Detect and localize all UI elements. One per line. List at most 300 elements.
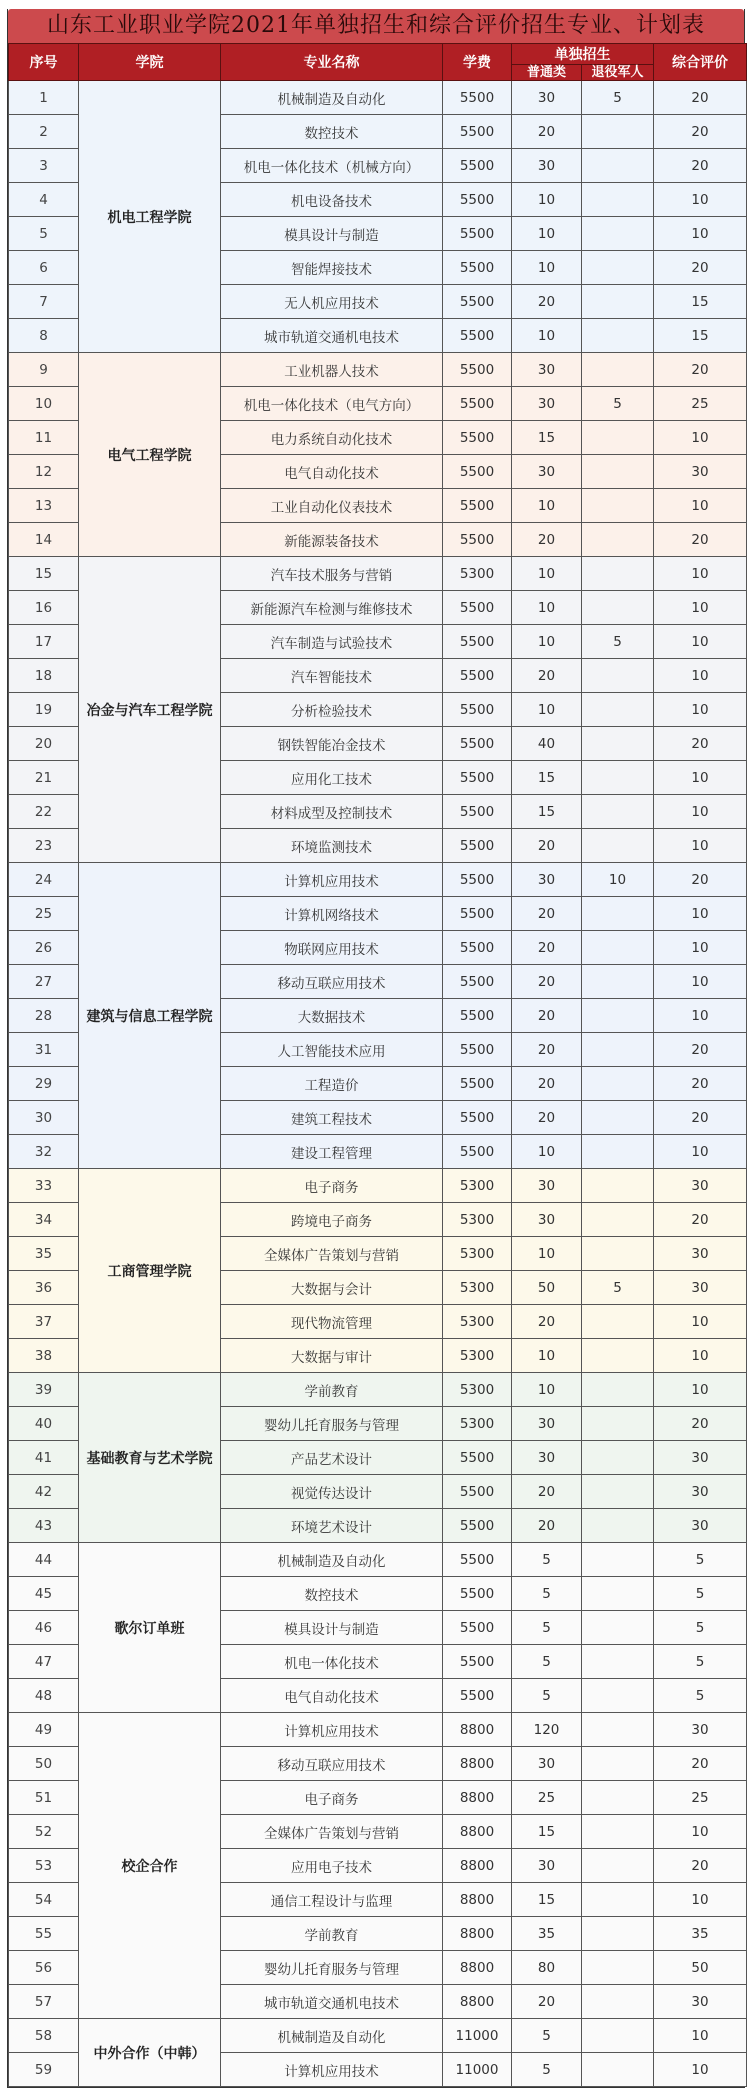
cell-seq: 50 (9, 1747, 79, 1781)
cell-general: 25 (512, 1781, 582, 1815)
cell-general: 20 (512, 829, 582, 863)
table-row (9, 1713, 747, 1747)
cell-comprehensive: 25 (654, 387, 747, 421)
cell-comprehensive: 15 (654, 319, 747, 353)
cell-college: 基础教育与艺术学院 (79, 1373, 221, 1543)
cell-general: 5 (512, 2019, 582, 2053)
cell-fee: 5500 (443, 999, 512, 1033)
cell-comprehensive: 20 (654, 115, 747, 149)
cell-general: 35 (512, 1917, 582, 1951)
cell-general: 5 (512, 1611, 582, 1645)
cell-fee: 5500 (443, 625, 512, 659)
cell-general: 20 (512, 1033, 582, 1067)
cell-veteran (582, 421, 654, 455)
cell-comprehensive: 20 (654, 1203, 747, 1237)
cell-comprehensive: 10 (654, 897, 747, 931)
cell-veteran (582, 1441, 654, 1475)
cell-seq: 8 (9, 319, 79, 353)
cell-major: 全媒体广告策划与营销 (221, 1237, 443, 1271)
cell-comprehensive: 30 (654, 1985, 747, 2019)
cell-seq: 27 (9, 965, 79, 999)
cell-major: 大数据与会计 (221, 1271, 443, 1305)
cell-college: 工商管理学院 (79, 1169, 221, 1373)
table-row (9, 81, 747, 115)
cell-major: 机械制造及自动化 (221, 81, 443, 115)
cell-fee: 8800 (443, 1781, 512, 1815)
cell-comprehensive: 10 (654, 965, 747, 999)
cell-major: 环境监测技术 (221, 829, 443, 863)
cell-major: 城市轨道交通机电技术 (221, 1985, 443, 2019)
cell-major: 工业自动化仪表技术 (221, 489, 443, 523)
cell-seq: 59 (9, 2053, 79, 2087)
cell-college: 歌尔订单班 (79, 1543, 221, 1713)
cell-fee: 5500 (443, 761, 512, 795)
cell-fee: 5500 (443, 319, 512, 353)
cell-major: 建筑工程技术 (221, 1101, 443, 1135)
cell-major: 移动互联应用技术 (221, 1747, 443, 1781)
cell-general: 10 (512, 557, 582, 591)
cell-veteran (582, 489, 654, 523)
cell-general: 30 (512, 81, 582, 115)
cell-seq: 58 (9, 2019, 79, 2053)
cell-veteran: 5 (582, 387, 654, 421)
cell-veteran (582, 1645, 654, 1679)
cell-general: 5 (512, 1577, 582, 1611)
cell-major: 城市轨道交通机电技术 (221, 319, 443, 353)
cell-veteran (582, 1543, 654, 1577)
cell-major: 大数据与审计 (221, 1339, 443, 1373)
cell-fee: 5500 (443, 1101, 512, 1135)
cell-fee: 8800 (443, 1917, 512, 1951)
cell-fee: 5500 (443, 1679, 512, 1713)
cell-seq: 28 (9, 999, 79, 1033)
cell-fee: 5500 (443, 1509, 512, 1543)
cell-seq: 53 (9, 1849, 79, 1883)
cell-general: 20 (512, 523, 582, 557)
cell-major: 数控技术 (221, 115, 443, 149)
cell-general: 10 (512, 1339, 582, 1373)
cell-veteran (582, 1849, 654, 1883)
sheet-title: 山东工业职业学院2021年单独招生和综合评价招生专业、计划表 (8, 9, 744, 43)
cell-general: 10 (512, 1135, 582, 1169)
cell-comprehensive: 30 (654, 1237, 747, 1271)
cell-fee: 5500 (443, 727, 512, 761)
cell-comprehensive: 10 (654, 421, 747, 455)
cell-major: 婴幼儿托育服务与管理 (221, 1407, 443, 1441)
cell-comprehensive: 10 (654, 795, 747, 829)
cell-fee: 5300 (443, 1271, 512, 1305)
cell-major: 计算机网络技术 (221, 897, 443, 931)
cell-major: 机电一体化技术（机械方向） (221, 149, 443, 183)
cell-fee: 5500 (443, 455, 512, 489)
cell-veteran (582, 1135, 654, 1169)
cell-veteran (582, 2019, 654, 2053)
cell-general: 20 (512, 1475, 582, 1509)
cell-veteran (582, 285, 654, 319)
cell-general: 30 (512, 149, 582, 183)
cell-major: 机电一体化技术 (221, 1645, 443, 1679)
cell-comprehensive: 15 (654, 285, 747, 319)
cell-veteran (582, 1985, 654, 2019)
cell-seq: 55 (9, 1917, 79, 1951)
cell-comprehensive: 20 (654, 863, 747, 897)
cell-comprehensive: 20 (654, 1067, 747, 1101)
cell-major: 机电设备技术 (221, 183, 443, 217)
cell-fee: 5300 (443, 1407, 512, 1441)
cell-veteran (582, 455, 654, 489)
cell-fee: 11000 (443, 2053, 512, 2087)
cell-seq: 3 (9, 149, 79, 183)
cell-major: 人工智能技术应用 (221, 1033, 443, 1067)
cell-veteran: 5 (582, 625, 654, 659)
cell-seq: 36 (9, 1271, 79, 1305)
header-general: 普通类 (512, 65, 582, 81)
cell-comprehensive: 10 (654, 999, 747, 1033)
cell-comprehensive: 10 (654, 2019, 747, 2053)
cell-general: 10 (512, 183, 582, 217)
cell-seq: 13 (9, 489, 79, 523)
cell-comprehensive: 30 (654, 1713, 747, 1747)
cell-veteran (582, 523, 654, 557)
cell-comprehensive: 10 (654, 1135, 747, 1169)
cell-major: 电力系统自动化技术 (221, 421, 443, 455)
cell-fee: 5500 (443, 1441, 512, 1475)
cell-comprehensive: 20 (654, 523, 747, 557)
cell-veteran (582, 1475, 654, 1509)
cell-fee: 8800 (443, 1951, 512, 1985)
cell-fee: 5500 (443, 829, 512, 863)
cell-comprehensive: 10 (654, 693, 747, 727)
cell-fee: 5500 (443, 863, 512, 897)
cell-veteran (582, 897, 654, 931)
cell-seq: 29 (9, 1067, 79, 1101)
cell-veteran (582, 115, 654, 149)
cell-veteran (582, 353, 654, 387)
cell-seq: 41 (9, 1441, 79, 1475)
cell-comprehensive: 20 (654, 1033, 747, 1067)
cell-general: 15 (512, 1815, 582, 1849)
cell-veteran (582, 1815, 654, 1849)
cell-major: 机械制造及自动化 (221, 1543, 443, 1577)
cell-comprehensive: 20 (654, 1407, 747, 1441)
cell-comprehensive: 10 (654, 217, 747, 251)
cell-seq: 51 (9, 1781, 79, 1815)
header-veteran: 退役军人 (582, 65, 654, 81)
cell-major: 无人机应用技术 (221, 285, 443, 319)
table-row (9, 863, 747, 897)
cell-veteran (582, 1781, 654, 1815)
cell-major: 婴幼儿托育服务与管理 (221, 1951, 443, 1985)
cell-college: 机电工程学院 (79, 81, 221, 353)
cell-fee: 5500 (443, 489, 512, 523)
cell-major: 计算机应用技术 (221, 1713, 443, 1747)
cell-fee: 5500 (443, 591, 512, 625)
cell-veteran (582, 829, 654, 863)
cell-veteran: 5 (582, 81, 654, 115)
cell-comprehensive: 20 (654, 1747, 747, 1781)
cell-major: 产品艺术设计 (221, 1441, 443, 1475)
cell-fee: 5500 (443, 1611, 512, 1645)
cell-seq: 49 (9, 1713, 79, 1747)
cell-seq: 48 (9, 1679, 79, 1713)
cell-general: 5 (512, 1543, 582, 1577)
table-row (9, 353, 747, 387)
cell-veteran (582, 965, 654, 999)
cell-fee: 8800 (443, 1713, 512, 1747)
cell-comprehensive: 10 (654, 1305, 747, 1339)
cell-general: 40 (512, 727, 582, 761)
cell-fee: 5500 (443, 1475, 512, 1509)
cell-seq: 9 (9, 353, 79, 387)
cell-veteran (582, 1407, 654, 1441)
cell-fee: 5500 (443, 81, 512, 115)
cell-fee: 5500 (443, 1135, 512, 1169)
cell-general: 30 (512, 1849, 582, 1883)
cell-comprehensive: 30 (654, 455, 747, 489)
cell-general: 20 (512, 1509, 582, 1543)
cell-seq: 7 (9, 285, 79, 319)
cell-veteran: 10 (582, 863, 654, 897)
cell-veteran (582, 1203, 654, 1237)
cell-major: 模具设计与制造 (221, 217, 443, 251)
cell-comprehensive: 20 (654, 1101, 747, 1135)
cell-major: 计算机应用技术 (221, 863, 443, 897)
enrollment-plan-sheet (7, 9, 745, 2088)
cell-seq: 23 (9, 829, 79, 863)
cell-comprehensive: 30 (654, 1509, 747, 1543)
cell-general: 120 (512, 1713, 582, 1747)
cell-major: 材料成型及控制技术 (221, 795, 443, 829)
cell-seq: 33 (9, 1169, 79, 1203)
cell-major: 全媒体广告策划与营销 (221, 1815, 443, 1849)
cell-general: 30 (512, 1169, 582, 1203)
cell-fee: 5500 (443, 795, 512, 829)
cell-veteran (582, 557, 654, 591)
cell-comprehensive: 5 (654, 1645, 747, 1679)
cell-seq: 42 (9, 1475, 79, 1509)
cell-veteran (582, 1951, 654, 1985)
cell-fee: 8800 (443, 1849, 512, 1883)
cell-general: 5 (512, 2053, 582, 2087)
cell-veteran (582, 591, 654, 625)
cell-comprehensive: 10 (654, 1339, 747, 1373)
cell-seq: 24 (9, 863, 79, 897)
cell-comprehensive: 10 (654, 1883, 747, 1917)
enrollment-table (8, 43, 747, 2087)
cell-college: 建筑与信息工程学院 (79, 863, 221, 1169)
cell-seq: 20 (9, 727, 79, 761)
cell-fee: 5500 (443, 1543, 512, 1577)
cell-seq: 40 (9, 1407, 79, 1441)
cell-veteran (582, 1679, 654, 1713)
cell-veteran (582, 217, 654, 251)
cell-major: 计算机应用技术 (221, 2053, 443, 2087)
cell-general: 20 (512, 1101, 582, 1135)
cell-fee: 5500 (443, 1067, 512, 1101)
cell-college: 冶金与汽车工程学院 (79, 557, 221, 863)
cell-seq: 52 (9, 1815, 79, 1849)
cell-veteran (582, 1577, 654, 1611)
cell-comprehensive: 20 (654, 353, 747, 387)
cell-general: 20 (512, 285, 582, 319)
cell-seq: 18 (9, 659, 79, 693)
cell-general: 10 (512, 1373, 582, 1407)
cell-comprehensive: 20 (654, 1849, 747, 1883)
cell-fee: 5500 (443, 251, 512, 285)
cell-general: 10 (512, 591, 582, 625)
header-college: 学院 (79, 44, 221, 81)
cell-general: 30 (512, 1203, 582, 1237)
cell-seq: 26 (9, 931, 79, 965)
cell-major: 电气自动化技术 (221, 455, 443, 489)
cell-veteran (582, 1713, 654, 1747)
cell-fee: 8800 (443, 1747, 512, 1781)
cell-seq: 4 (9, 183, 79, 217)
cell-general: 30 (512, 455, 582, 489)
cell-major: 智能焊接技术 (221, 251, 443, 285)
cell-seq: 56 (9, 1951, 79, 1985)
cell-fee: 5300 (443, 1203, 512, 1237)
cell-major: 建设工程管理 (221, 1135, 443, 1169)
cell-veteran (582, 1883, 654, 1917)
cell-fee: 5300 (443, 1237, 512, 1271)
table-row (9, 557, 747, 591)
cell-major: 汽车智能技术 (221, 659, 443, 693)
cell-general: 20 (512, 965, 582, 999)
cell-comprehensive: 10 (654, 931, 747, 965)
cell-major: 汽车制造与试验技术 (221, 625, 443, 659)
cell-veteran (582, 999, 654, 1033)
cell-general: 5 (512, 1645, 582, 1679)
cell-comprehensive: 5 (654, 1679, 747, 1713)
cell-general: 30 (512, 863, 582, 897)
cell-general: 10 (512, 319, 582, 353)
cell-seq: 11 (9, 421, 79, 455)
cell-seq: 10 (9, 387, 79, 421)
table-body (9, 81, 747, 2087)
cell-comprehensive: 30 (654, 1475, 747, 1509)
cell-fee: 8800 (443, 1883, 512, 1917)
cell-comprehensive: 10 (654, 591, 747, 625)
table-row (9, 1169, 747, 1203)
cell-veteran (582, 931, 654, 965)
cell-major: 新能源汽车检测与维修技术 (221, 591, 443, 625)
cell-comprehensive: 10 (654, 557, 747, 591)
cell-general: 50 (512, 1271, 582, 1305)
cell-seq: 6 (9, 251, 79, 285)
cell-comprehensive: 5 (654, 1611, 747, 1645)
cell-general: 20 (512, 897, 582, 931)
cell-seq: 25 (9, 897, 79, 931)
cell-comprehensive: 10 (654, 659, 747, 693)
cell-veteran (582, 1305, 654, 1339)
cell-fee: 5500 (443, 523, 512, 557)
cell-major: 工程造价 (221, 1067, 443, 1101)
cell-veteran (582, 1101, 654, 1135)
cell-general: 80 (512, 1951, 582, 1985)
cell-fee: 8800 (443, 1985, 512, 2019)
cell-major: 大数据技术 (221, 999, 443, 1033)
cell-general: 20 (512, 999, 582, 1033)
cell-general: 30 (512, 387, 582, 421)
cell-veteran (582, 183, 654, 217)
cell-major: 电子商务 (221, 1781, 443, 1815)
cell-seq: 22 (9, 795, 79, 829)
cell-college: 中外合作（中韩） (79, 2019, 221, 2087)
cell-comprehensive: 30 (654, 1271, 747, 1305)
cell-general: 10 (512, 693, 582, 727)
cell-comprehensive: 35 (654, 1917, 747, 1951)
cell-fee: 11000 (443, 2019, 512, 2053)
cell-seq: 43 (9, 1509, 79, 1543)
cell-veteran (582, 251, 654, 285)
cell-fee: 5500 (443, 931, 512, 965)
table-row (9, 1373, 747, 1407)
cell-veteran (582, 1373, 654, 1407)
cell-general: 20 (512, 1305, 582, 1339)
cell-seq: 19 (9, 693, 79, 727)
cell-seq: 12 (9, 455, 79, 489)
cell-seq: 44 (9, 1543, 79, 1577)
cell-comprehensive: 20 (654, 81, 747, 115)
cell-veteran (582, 693, 654, 727)
cell-comprehensive: 5 (654, 1543, 747, 1577)
cell-fee: 8800 (443, 1815, 512, 1849)
cell-seq: 38 (9, 1339, 79, 1373)
cell-general: 30 (512, 353, 582, 387)
cell-seq: 54 (9, 1883, 79, 1917)
cell-major: 通信工程设计与监理 (221, 1883, 443, 1917)
cell-comprehensive: 50 (654, 1951, 747, 1985)
cell-veteran: 5 (582, 1271, 654, 1305)
cell-seq: 35 (9, 1237, 79, 1271)
cell-fee: 5500 (443, 1577, 512, 1611)
cell-college: 电气工程学院 (79, 353, 221, 557)
cell-veteran (582, 659, 654, 693)
cell-seq: 14 (9, 523, 79, 557)
cell-veteran (582, 761, 654, 795)
cell-general: 10 (512, 625, 582, 659)
cell-comprehensive: 10 (654, 761, 747, 795)
cell-fee: 5500 (443, 965, 512, 999)
cell-comprehensive: 10 (654, 183, 747, 217)
cell-fee: 5500 (443, 115, 512, 149)
cell-comprehensive: 30 (654, 1441, 747, 1475)
cell-fee: 5300 (443, 1339, 512, 1373)
cell-major: 环境艺术设计 (221, 1509, 443, 1543)
cell-major: 分析检验技术 (221, 693, 443, 727)
cell-comprehensive: 10 (654, 625, 747, 659)
cell-major: 钢铁智能冶金技术 (221, 727, 443, 761)
cell-major: 跨境电子商务 (221, 1203, 443, 1237)
cell-veteran (582, 727, 654, 761)
cell-seq: 15 (9, 557, 79, 591)
header-comprehensive: 综合评价 (654, 44, 747, 81)
cell-veteran (582, 795, 654, 829)
cell-fee: 5500 (443, 217, 512, 251)
header-fee: 学费 (443, 44, 512, 81)
cell-major: 数控技术 (221, 1577, 443, 1611)
cell-general: 20 (512, 1067, 582, 1101)
cell-seq: 17 (9, 625, 79, 659)
cell-veteran (582, 1509, 654, 1543)
cell-seq: 1 (9, 81, 79, 115)
cell-fee: 5300 (443, 1305, 512, 1339)
cell-veteran (582, 2053, 654, 2087)
cell-major: 应用电子技术 (221, 1849, 443, 1883)
cell-major: 电气自动化技术 (221, 1679, 443, 1713)
cell-seq: 30 (9, 1101, 79, 1135)
